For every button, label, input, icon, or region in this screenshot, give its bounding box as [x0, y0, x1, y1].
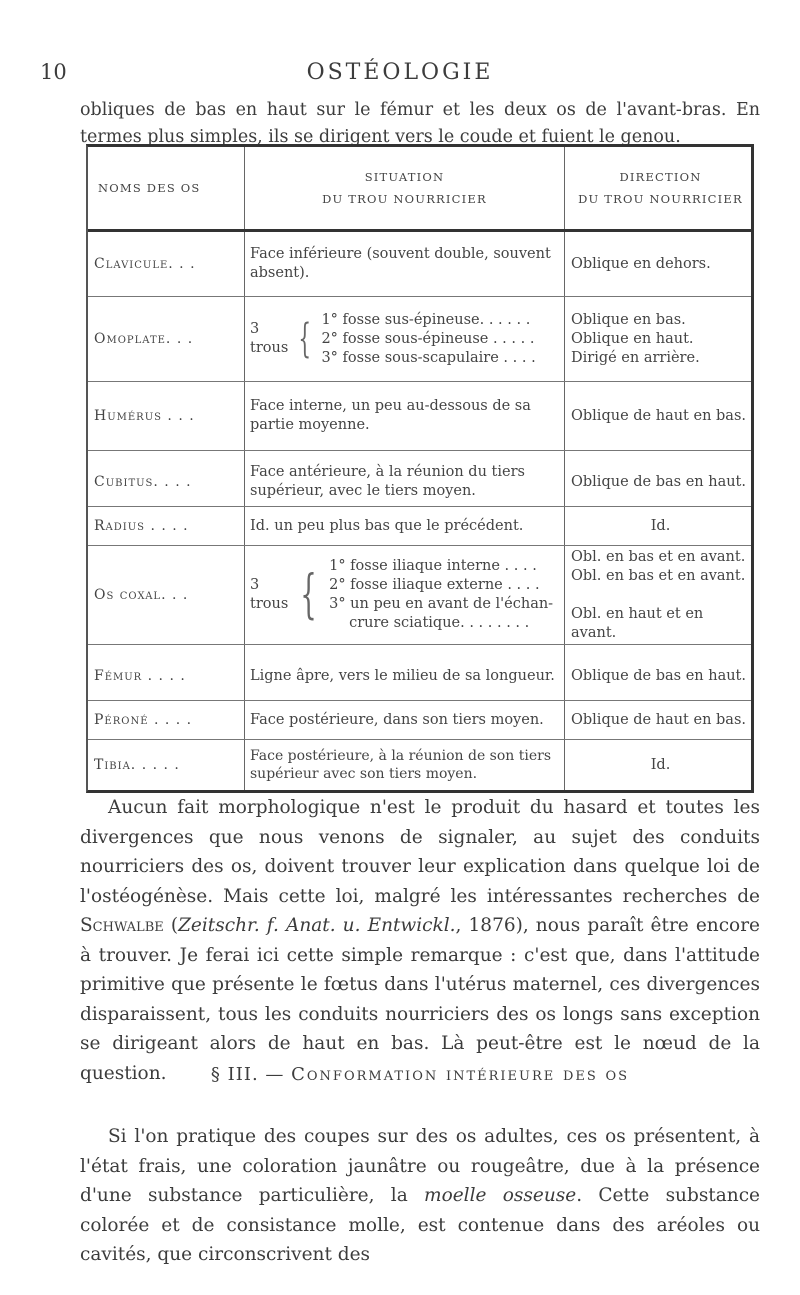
running-title: OSTÉOLOGIE	[306, 60, 494, 85]
section-number: § III. —	[210, 1064, 285, 1085]
trous-group	[250, 311, 536, 368]
trous-item: 2° fosse iliaque externe . . . .	[329, 577, 540, 593]
main-paragraph	[80, 793, 760, 1088]
foramen-direction: Id.	[650, 517, 671, 534]
header-situation-line1: SITUATION	[364, 170, 445, 184]
header-direction	[565, 147, 750, 229]
foramen-situation: Ligne âpre, vers le milieu de sa longueur.	[250, 667, 555, 684]
foramen-direction	[565, 546, 750, 644]
direction-item: Dirigé en arrière.	[571, 349, 700, 366]
running-head	[0, 60, 800, 90]
closing-paragraph	[80, 1122, 760, 1270]
bone-name: Clavicule. . .	[94, 255, 196, 272]
foramen-situation: Id. un peu plus bas que le précédent.	[250, 517, 524, 534]
direction-item: Oblique en haut.	[571, 330, 694, 347]
direction-item: Obl. en haut et en avant.	[571, 605, 704, 641]
bone-name: Cubitus. . . .	[94, 473, 192, 490]
trous-items	[321, 311, 535, 368]
column-divider	[244, 147, 245, 790]
main-paragraph-text: (	[163, 915, 179, 936]
trous-items	[329, 557, 553, 633]
foramen-situation: Face postérieure, à la réunion de son tiers supérieur avec son tiers moyen.	[250, 748, 552, 782]
bone-name: Tibia. . . . .	[94, 756, 180, 773]
main-paragraph-text: , 1876), nous paraît être encore à trouver. Je ferai ici cette simple remarque : c'est que, dans l'attitude primitive que présente le fœtus dans l'utérus maternel, ces divergences disparaissent, tous les conduits nourriciers des os longs sans exception se dirigeant alors de haut en bas. Là peut-être est le nœud de la question.	[80, 915, 760, 1084]
section-heading	[80, 1064, 760, 1085]
foramen-situation	[246, 546, 563, 644]
page-number: 10	[40, 60, 67, 84]
closing-paragraph-text: Si l'on pratique des coupes sur des os adultes, ces os présentent, à l'état frais, une coloration jaunâtre ou rougeâtre, due à la présence d'une substance particulière, la	[80, 1126, 760, 1206]
foramen-situation	[246, 297, 563, 381]
foramen-situation: Face postérieure, dans son tiers moyen.	[250, 711, 544, 728]
header-direction-line2: DU TROU NOURRICIER	[578, 192, 743, 206]
closing-paragraph-text: . Cette substance colorée et de consistance molle, est contenue dans des aréoles ou cavités, que circonscrivent des	[80, 1185, 760, 1265]
trous-item: crure sciatique. . . . . . . .	[349, 615, 530, 631]
direction-item: Obl. en bas et en avant.	[571, 548, 746, 565]
journal-citation: Zeitschr. f. Anat. u. Entwickl.	[178, 915, 456, 936]
foramen-situation: Face interne, un peu au-dessous de sa partie moyenne.	[250, 398, 531, 433]
trous-item: 3° un peu en avant de l'échan-	[329, 596, 554, 612]
direction-item	[571, 586, 750, 605]
header-name: NOMS DES OS	[98, 181, 201, 195]
trous-item: 1° fosse sus-épineuse. . . . . .	[321, 311, 531, 328]
header-situation-line2: DU TROU NOURRICIER	[322, 192, 487, 206]
nutrient-foramen-table	[86, 144, 754, 793]
trous-item: 2° fosse sous-épineuse . . . . .	[321, 330, 535, 347]
italic-term: moelle osseuse	[424, 1185, 577, 1206]
header-direction-line1: DIRECTION	[619, 170, 702, 184]
direction-list	[571, 548, 750, 643]
trous-group	[250, 557, 553, 633]
bone-name: Os coxal. . .	[94, 586, 189, 603]
section-title: Conformation intérieure des os	[291, 1064, 630, 1085]
trous-item: 3° fosse sous-scapulaire . . . .	[321, 349, 536, 366]
bone-name: Fémur . . . .	[94, 667, 186, 684]
foramen-direction	[565, 297, 750, 381]
main-paragraph-text: Aucun fait morphologique n'est le produit du hasard et toutes les divergences que nous venons de signaler, au sujet des conduits nourriciers des os, doivent trouver leur explication dans quelque loi de l'ostéogénèse. Mais cette loi, malgré les intéressantes recherches de	[80, 797, 760, 907]
foramen-direction: Oblique de haut en bas.	[571, 711, 746, 728]
foramen-direction: Oblique de bas en haut.	[571, 667, 746, 684]
direction-item: Oblique en bas.	[571, 311, 686, 328]
brace-icon: {	[298, 316, 312, 362]
header-situation	[246, 147, 563, 229]
foramen-direction: Id.	[650, 756, 671, 773]
direction-item: Obl. en bas et en avant.	[571, 567, 746, 584]
foramen-direction: Oblique de haut en bas.	[571, 407, 746, 424]
author-name: Schwalbe	[80, 915, 164, 936]
foramen-direction: Oblique de bas en haut.	[571, 473, 746, 490]
foramen-direction: Oblique en dehors.	[571, 255, 711, 272]
foramen-situation: Face antérieure, à la réunion du tiers supérieur, avec le tiers moyen.	[250, 464, 525, 499]
brace-icon: {	[300, 565, 317, 625]
trous-item: 1° fosse iliaque interne . . . .	[329, 558, 537, 574]
bone-name: Péroné . . . .	[94, 711, 193, 728]
bone-name: Humérus . . .	[94, 407, 195, 424]
trous-label: 3 trous	[250, 577, 289, 612]
trous-label: 3 trous	[250, 321, 289, 356]
bone-name: Omoplate. . .	[94, 330, 194, 347]
foramen-situation: Face inférieure (souvent double, souvent absent).	[250, 246, 551, 281]
bone-name: Radius . . . .	[94, 517, 189, 534]
direction-list	[571, 311, 700, 368]
intro-paragraph: obliques de bas en haut sur le fémur et les deux os de l'avant-bras. En termes plus simples, ils se dirigent vers le coude et fuient le genou.	[80, 100, 760, 147]
